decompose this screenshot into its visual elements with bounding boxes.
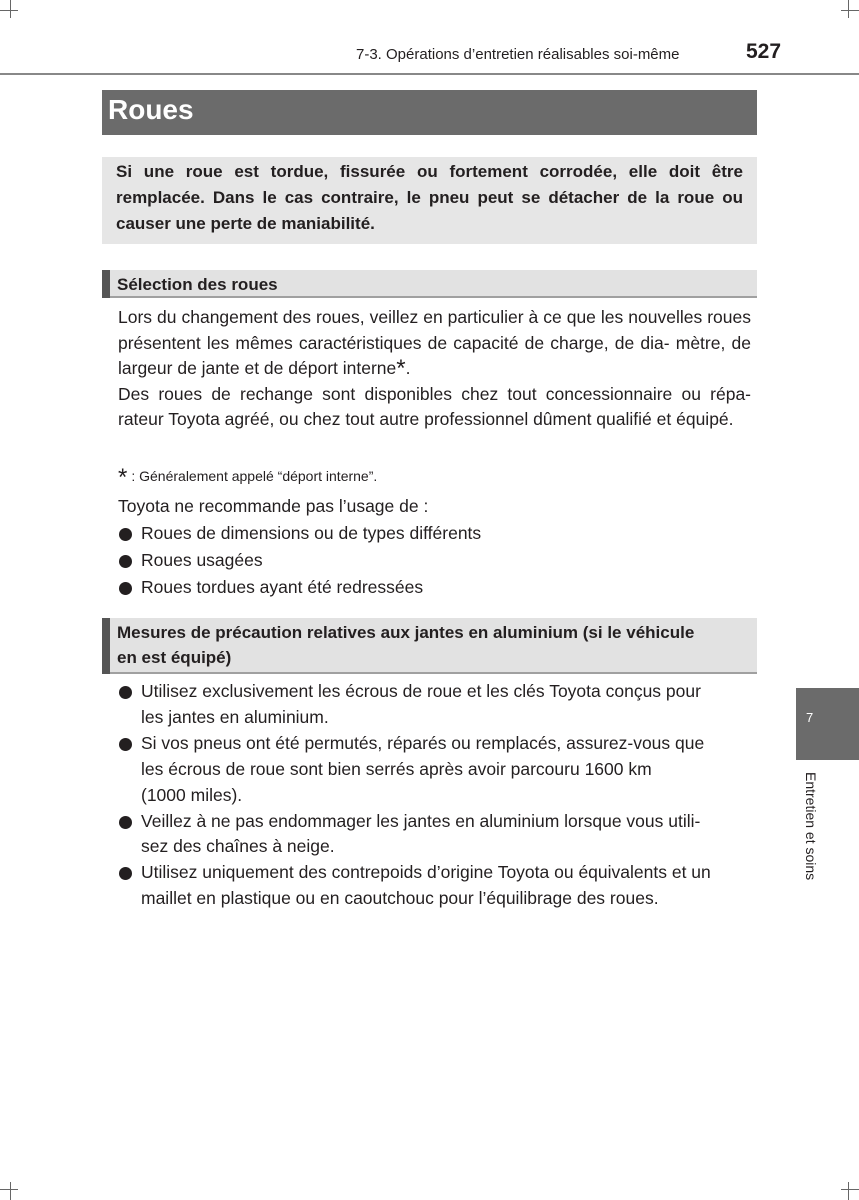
list-item-text: Roues tordues ayant été redressées: [141, 576, 424, 597]
crop-mark: [10, 0, 11, 18]
list-item: [118, 860, 751, 912]
footnote-star: *: [118, 464, 128, 491]
list-item-line: sez des chaînes à neige.: [141, 836, 335, 857]
wheel-selection-paragraph: [118, 305, 751, 433]
list-intro: Toyota ne recommande pas l’usage de :: [118, 496, 429, 516]
bullet-icon: [119, 867, 132, 880]
crop-mark: [848, 1182, 849, 1200]
paragraph-1: [118, 305, 751, 382]
text-line-end: .: [405, 358, 411, 379]
list-item: [118, 575, 751, 601]
chapter-tab: [796, 688, 859, 760]
heading-line: en est équipé): [117, 648, 232, 667]
list-item-text: Roues usagées: [141, 549, 263, 570]
list-item-line: Utilisez uniquement des contrepoids d’origine Toyota ou équivalents et un: [141, 862, 711, 883]
list-item-line: les écrous de roue sont bien serrés après avoir parcouru 1600 km: [141, 758, 652, 779]
page-number: 527: [746, 40, 782, 63]
heading-line: Mesures de précaution relatives aux jantes en aluminium (si le véhicule: [117, 623, 695, 642]
chapter-number: 7: [806, 710, 814, 725]
footnote-text: : Généralement appelé “déport interne”.: [131, 468, 378, 484]
bullet-icon: [119, 528, 132, 541]
list-item-line: (1000 miles).: [141, 784, 243, 805]
footnote: [118, 460, 378, 491]
section-heading-wheel-selection: [102, 270, 757, 298]
text-line: équipé.: [676, 409, 734, 430]
list-item: [118, 679, 751, 731]
list-item: [118, 809, 751, 861]
list-item-line: les jantes en aluminium.: [141, 706, 329, 727]
list-item: [118, 521, 751, 547]
list-item-line: Si vos pneus ont été permutés, réparés ou remplacés, assurez-vous que: [141, 732, 705, 753]
text-line: mètre, de largeur de jante et de déport interne: [118, 332, 751, 379]
page-title-bar: [102, 90, 757, 135]
crop-mark: [841, 10, 859, 11]
section-heading-text: Sélection des roues: [117, 275, 278, 294]
header-rule: [0, 73, 859, 75]
warning-box: [102, 157, 757, 244]
running-header-section: 7-3. Opérations d’entretien réalisables soi-même: [356, 46, 680, 63]
crop-mark: [841, 1189, 859, 1190]
list-item: [118, 731, 751, 809]
crop-mark: [10, 1182, 11, 1200]
warning-line: remplacée. Dans le cas contraire, le pneu peut se détacher de la roue: [116, 188, 715, 207]
page-title: Roues: [108, 94, 194, 125]
warning-text: [116, 159, 743, 237]
footnote-marker: *: [396, 355, 406, 383]
list-item-text: Roues de dimensions ou de types différents: [141, 522, 482, 543]
list-item-line: Utilisez exclusivement les écrous de roue et les clés Toyota conçus pour: [141, 681, 701, 701]
text-line: roues présentent les mêmes caractéristiques de capacité de charge, de dia-: [118, 307, 751, 353]
crop-mark: [0, 1189, 18, 1190]
bullet-icon: [119, 686, 132, 699]
aluminum-wheel-precautions: [118, 679, 751, 912]
not-recommended-list: [118, 494, 751, 601]
crop-mark: [0, 10, 18, 11]
section-heading-aluminum-wheels: [102, 618, 757, 674]
bullet-icon: [119, 816, 132, 829]
bullet-icon: [119, 738, 132, 751]
list-item-line: Veillez à ne pas endommager les jantes en aluminium lorsque vous utili-: [141, 810, 701, 831]
chapter-title: Entretien et soins: [803, 772, 819, 881]
text-line: Lors du changement des roues, veillez en particulier à ce que les nouvelles: [118, 307, 703, 327]
warning-line: ou causer une perte de maniabilité.: [116, 188, 743, 233]
text-line: rateur Toyota agréé, ou chez tout autre professionnel dûment qualifié et: [118, 409, 672, 430]
list-item: [118, 548, 751, 574]
warning-line: Si une roue est tordue, fissurée ou fortement corrodée, elle doit être: [116, 162, 743, 181]
text-line: Des roues de rechange sont disponibles chez tout concessionnaire ou répa-: [118, 383, 751, 404]
section-heading-text: [102, 618, 757, 670]
bullet-icon: [119, 555, 132, 568]
paragraph-2: [118, 382, 751, 433]
bullet-icon: [119, 582, 132, 595]
crop-mark: [848, 0, 849, 18]
list-item-line: maillet en plastique ou en caoutchouc pour l’équilibrage des roues.: [141, 888, 659, 909]
